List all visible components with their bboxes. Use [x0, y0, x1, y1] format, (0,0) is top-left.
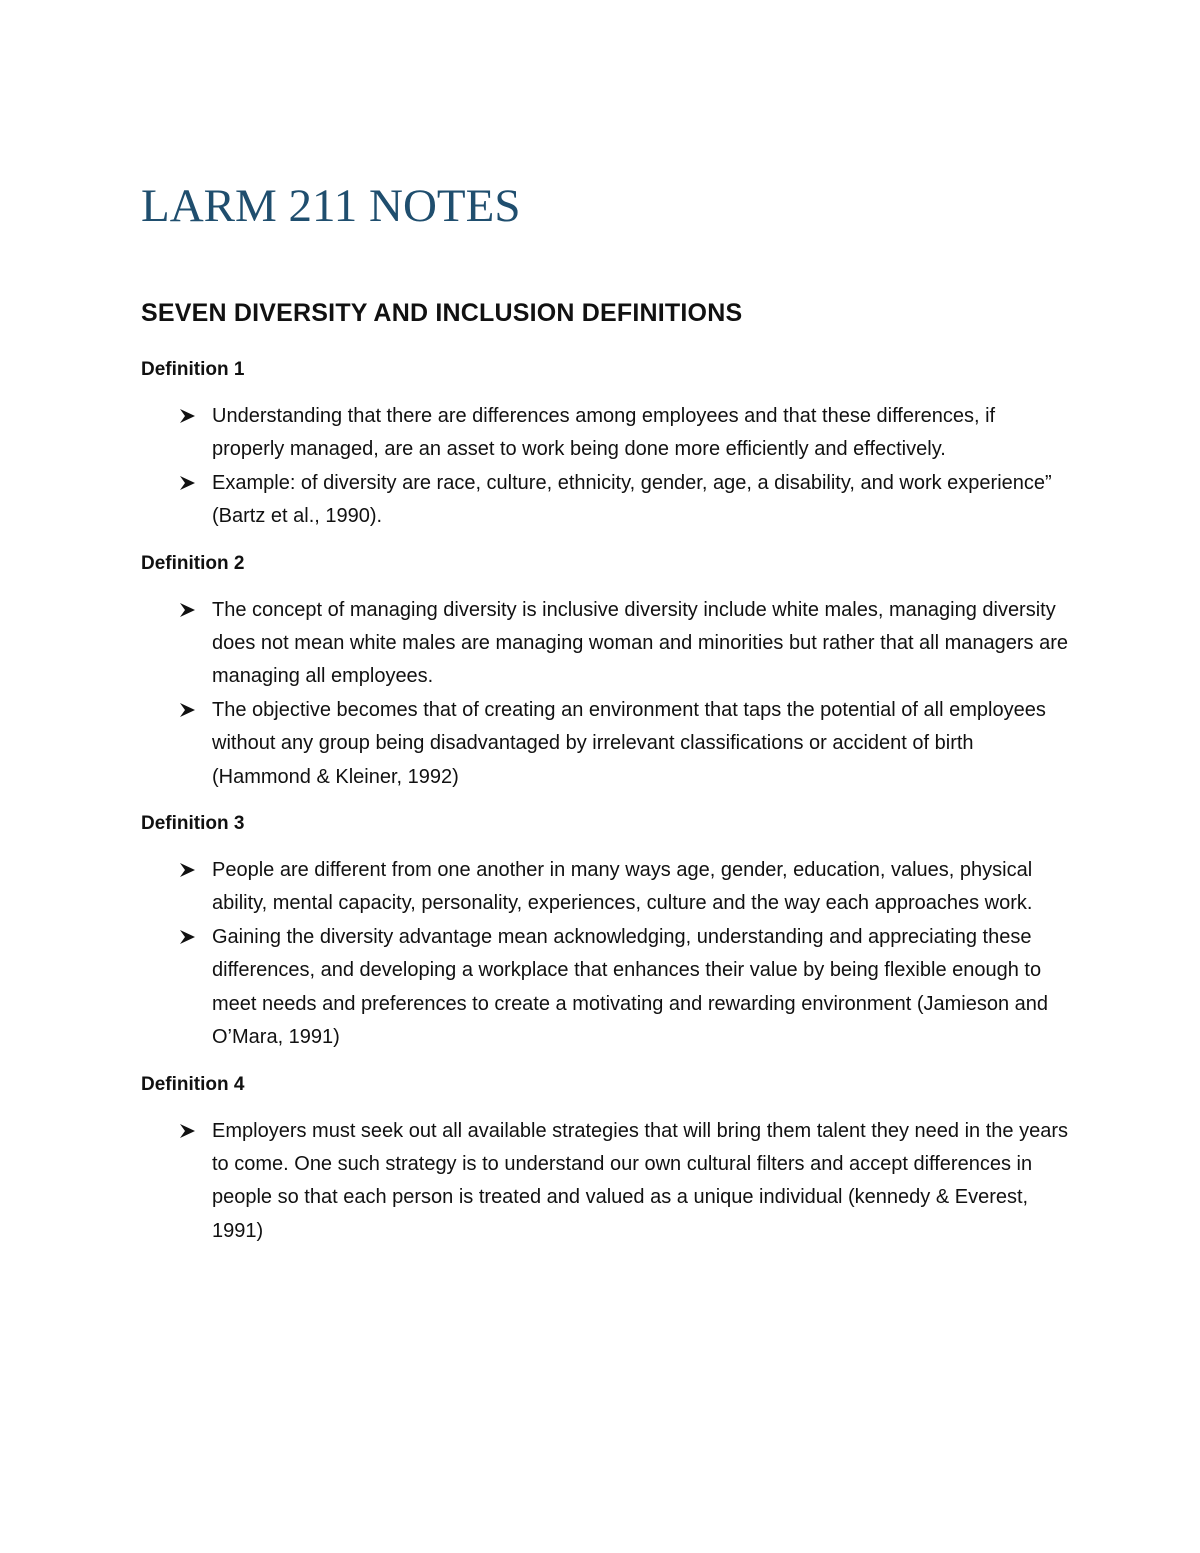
definition-heading: Definition 4: [141, 1073, 245, 1095]
list-item: [141, 694, 1071, 794]
bullet-text: Employers must seek out all available strategies that will bring them talent they need in the years to come. One such strategy is to understand our own cultural filters and accept differences in people so that each person is treated and valued as a unique individual (kennedy & Everest, 1991): [212, 1119, 1068, 1242]
bullet-list: [141, 594, 1071, 794]
list-item: [141, 921, 1071, 1055]
bullet-text: Example: of diversity are race, culture, ethnicity, gender, age, a disability, and work experience” (Bartz et al., 1990).: [212, 471, 1052, 528]
bullet-list: [141, 854, 1071, 1054]
bullet-text: People are different from one another in many ways age, gender, education, values, physical ability, mental capacity, personality, experiences, culture and the way each approaches work.: [212, 859, 1033, 915]
definitions-content: [141, 354, 1071, 1262]
page-title: LARM 211 NOTES: [141, 180, 521, 232]
bullet-list: [141, 1115, 1071, 1249]
definition-heading: Definition 3: [141, 813, 245, 835]
arrow-bullet-icon: [179, 601, 197, 619]
bullet-list: [141, 400, 1071, 534]
arrow-bullet-icon: [179, 928, 197, 946]
definition-block: [141, 1069, 1071, 1249]
definition-heading: Definition 1: [141, 359, 245, 380]
definition-heading: Definition 2: [141, 552, 245, 574]
definition-block: [141, 354, 1071, 534]
list-item: [141, 594, 1071, 694]
bullet-text: The objective becomes that of creating an environment that taps the potential of all employees without any group being disadvantaged by irrelevant classifications or accident of birth (Hammond & Kleiner, 1992): [212, 698, 1046, 788]
list-item: [141, 467, 1071, 534]
list-item: [141, 854, 1071, 921]
bullet-text: Understanding that there are differences among employees and that these differences, if properly managed, are an asset to work being done more efficiently and effectively.: [212, 405, 996, 461]
definition-block: [141, 548, 1071, 794]
bullet-text: Gaining the diversity advantage mean acknowledging, understanding and appreciating these differences, and developing a workplace that enhances their value by being flexible enough to meet needs and preferences to create a motivating and rewarding environment (Jamieson and O’Mara, 1991): [212, 925, 1049, 1049]
definition-block: [141, 808, 1071, 1054]
bullet-text: The concept of managing diversity is inclusive diversity include white males, managing diversity does not mean white males are managing woman and minorities but rather that all managers are managing all employees.: [212, 598, 1069, 688]
section-heading: SEVEN DIVERSITY AND INCLUSION DEFINITIONS: [141, 299, 743, 327]
arrow-bullet-icon: [179, 701, 197, 719]
list-item: [141, 400, 1071, 467]
list-item: [141, 1115, 1071, 1249]
arrow-bullet-icon: [179, 861, 197, 879]
arrow-bullet-icon: [179, 474, 197, 492]
arrow-bullet-icon: [179, 407, 197, 425]
arrow-bullet-icon: [179, 1122, 197, 1140]
